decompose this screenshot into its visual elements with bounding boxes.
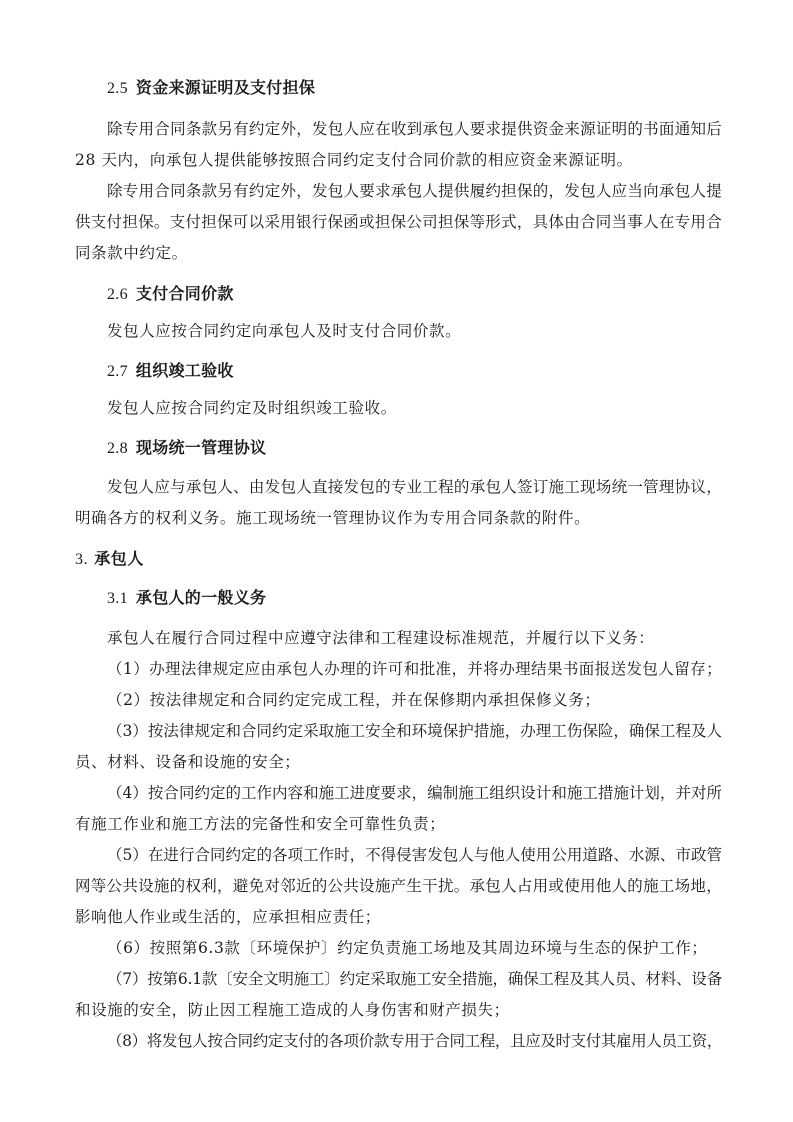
section-number: 2.5 (107, 80, 128, 97)
section-number: 2.8 (107, 440, 128, 457)
section-heading-2-7 (107, 361, 234, 382)
paragraph-line: 发包人应按合同约定及时组织竣工验收。 (107, 399, 397, 417)
list-item-line: （1）办理法律规定应由承包人办理的许可和批准，并将办理结果书面报送发包人留存； (107, 660, 722, 678)
list-item-line: （6）按照第6.3款〔环境保护〕约定负责施工场地及其周边环境与生态的保护工作； (107, 939, 708, 957)
chapter-heading-3 (75, 549, 144, 570)
section-heading-3-1 (107, 588, 266, 609)
section-title: 承包人的一般义务 (135, 588, 267, 607)
list-item-line: 员、材料、设备和设施的安全； (75, 753, 301, 771)
section-title: 现场统一管理协议 (135, 438, 267, 457)
paragraph-line: 同条款中约定。 (75, 244, 188, 262)
list-item-line: 网等公共设施的权利，避免对邻近的公共设施产生干扰。承包人占用或使用他人的施工场地， (75, 877, 722, 895)
section-heading-2-6 (107, 284, 234, 305)
list-item-line: （4）按合同约定的工作内容和施工进度要求，编制施工组织设计和施工措施计划，并对所 (107, 784, 722, 802)
paragraph-line: 承包人在履行合同过程中应遵守法律和工程建设标准规范，并履行以下义务： (107, 629, 655, 647)
section-title: 支付合同价款 (135, 284, 234, 303)
chapter-title: 承包人 (94, 549, 145, 568)
list-item-line: 有施工作业和施工方法的完备性和安全可靠性负责； (75, 815, 446, 833)
list-item-line: （5）在进行合同约定的各项工作时，不得侵害发包人与他人使用公用道路、水源、市政管 (107, 846, 722, 864)
list-item-line: 和设施的安全，防止因工程施工造成的人身伤害和财产损失； (75, 1001, 510, 1019)
paragraph-line: 除专用合同条款另有约定外，发包人要求承包人提供履约担保的，发包人应当向承包人提 (107, 182, 722, 200)
list-item-line: 影响他人作业或生活的，应承担相应责任； (75, 908, 381, 926)
section-number: 2.6 (107, 286, 128, 303)
section-heading-2-8 (107, 438, 266, 459)
section-heading-2-5 (107, 78, 315, 99)
paragraph-line: 除专用合同条款另有约定外，发包人应在收到承包人要求提供资金来源证明的书面通知后 (107, 120, 722, 138)
section-number: 3.1 (107, 590, 128, 607)
list-item-line: （2）按法律规定和合同约定完成工程，并在保修期内承担保修义务； (107, 691, 601, 709)
paragraph-line: 供支付担保。支付担保可以采用银行保函或担保公司担保等形式，具体由合同当事人在专用合 (75, 213, 722, 231)
chapter-number: 3. (75, 551, 89, 568)
paragraph-line: 明确各方的权利义务。施工现场统一管理协议作为专用合同条款的附件。 (75, 509, 591, 527)
paragraph-line: 发包人应按合同约定向承包人及时支付合同价款。 (107, 322, 462, 340)
section-title: 资金来源证明及支付担保 (135, 78, 316, 97)
list-item-line: （8）将发包人按合同约定支付的各项价款专用于合同工程，且应及时支付其雇用人员工资， (107, 1032, 722, 1050)
paragraph-line: 发包人应与承包人、由发包人直接发包的专业工程的承包人签订施工现场统一管理协议， (107, 478, 722, 496)
section-number: 2.7 (107, 363, 128, 380)
list-item-line: （7）按第6.1款〔安全文明施工〕约定采取施工安全措施，确保工程及其人员、材料、设备 (107, 970, 722, 988)
section-title: 组织竣工验收 (135, 361, 234, 380)
list-item-line: （3）按法律规定和合同约定采取施工安全和环境保护措施，办理工伤保险，确保工程及人 (107, 722, 722, 740)
paragraph-line: 28 天内，向承包人提供能够按照合同约定支付合同价款的相应资金来源证明。 (75, 151, 633, 169)
